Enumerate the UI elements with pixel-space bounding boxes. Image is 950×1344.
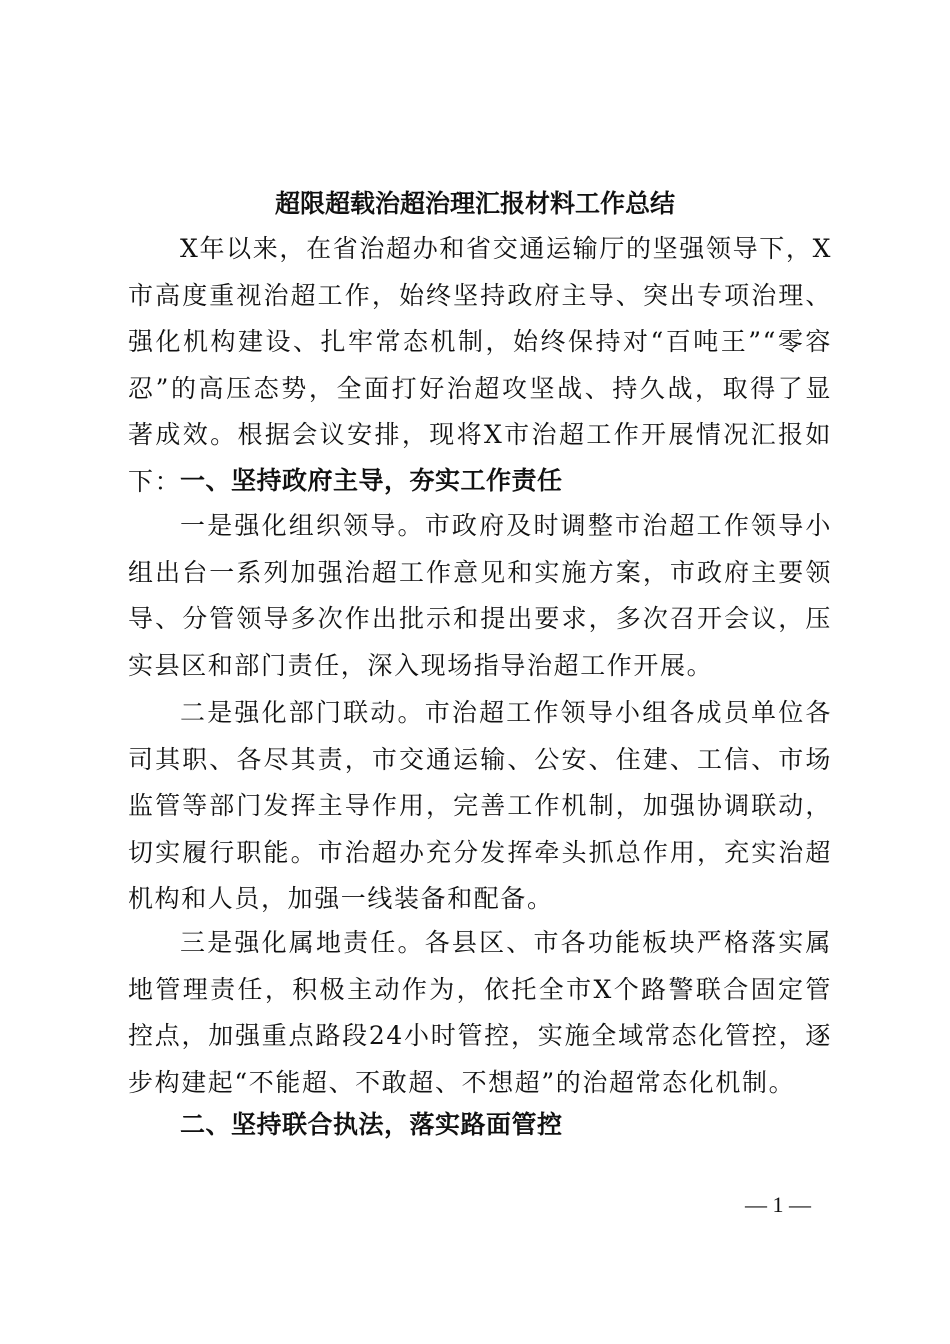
section-1-para-3-block bbox=[128, 920, 832, 1106]
document-title: 超限超载治超治理汇报材料工作总结 bbox=[274, 189, 675, 218]
page-number: — 1 — bbox=[745, 1192, 811, 1217]
intro-paragraph: X年以来，在省治超办和省交通运输厅的坚强领导下，X市高度重视治超工作，始终坚持政府主导、突出专项治理、强化机构建设、扎牢常态机制，始终保持对“百吨王”“零容忍”的高压态势，全面打好治超攻坚战、持久战，取得了显著成效。根据会议安排，现将X市治超工作开展情况汇报如下： bbox=[128, 234, 832, 496]
section-1-paragraph-1: 一是强化组织领导。市政府及时调整市治超工作领导小组出台一系列加强治超工作意见和实施方案，市政府主要领导、分管领导多次作出批示和提出要求，多次召开会议，压实县区和部门责任，深入现场指导治超工作开展。 bbox=[128, 511, 832, 680]
section-1-heading: 一、坚持政府主导，夯实工作责任 bbox=[180, 466, 563, 495]
section-1-paragraph-3: 三是强化属地责任。各县区、市各功能板块严格落实属地管理责任，积极主动作为，依托全市X个路警联合固定管控点，加强重点路段24小时管控，实施全域常态化管控，逐步构建起“不能超、不敢超、不想超”的治超常态化机制。 bbox=[128, 928, 832, 1097]
section-1-para-2-block bbox=[128, 690, 832, 923]
section-1-paragraph-2: 二是强化部门联动。市治超工作领导小组各成员单位各司其职、各尽其责，市交通运输、公安、住建、工信、市场监管等部门发挥主导作用，完善工作机制，加强协调联动，切实履行职能。市治超办充分发挥牵头抓总作用，充实治超机构和人员，加强一线装备和配备。 bbox=[128, 698, 832, 913]
section-2-heading: 二、坚持联合执法，落实路面管控 bbox=[180, 1110, 563, 1139]
section-1-para-1-block bbox=[128, 503, 832, 689]
